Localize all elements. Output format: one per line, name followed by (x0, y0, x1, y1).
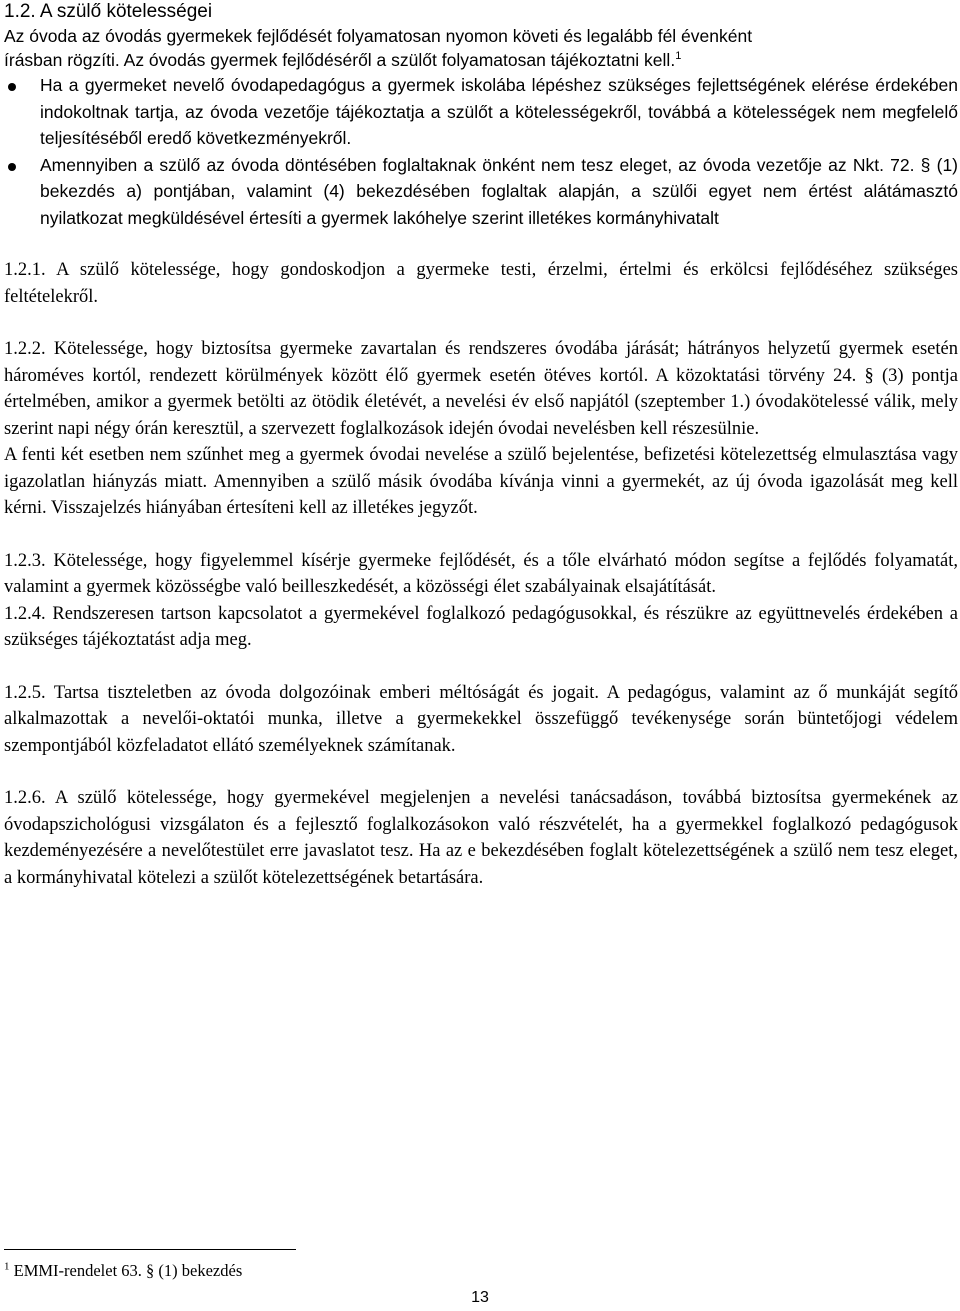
footnote (4, 1260, 242, 1282)
bullet-text: Ha a gyermeket nevelő óvodapedagógus a gyermek iskolába lépéshez szükséges fejlettségének elérése érdekében indokoltnak tartja, az óvoda vezetője tájékoztatja a szülőt a kötelességekről, továbbá a kötelességek nem megfelelő teljesítéséből eredő következményekről. (40, 75, 958, 148)
footnote-text: EMMI-rendelet 63. § (1) bekezdés (13, 1261, 243, 1280)
footnote-divider (4, 1249, 296, 1250)
paragraph-1-2-5: 1.2.5. Tartsa tiszteletben az óvoda dolgozóinak emberi méltóságát és jogait. A pedagógus, valamint az ő munkáját segítő alkalmazottak a nevelői-oktatói munka, illetve a gyermekekkel összefüggő tevékenysége során büntetőjogi védelem szempontjából közfeladatot ellátó személyeknek számítanak. (4, 682, 958, 756)
intro-paragraph (4, 24, 958, 72)
section-heading: 1.2. A szülő kötelességei (4, 1, 213, 22)
bullet-item (4, 152, 958, 232)
bullet-item (4, 72, 958, 152)
document-page (4, 0, 958, 891)
footnote-number: 1 (4, 1260, 10, 1273)
paragraph-1-2-3: 1.2.3. Kötelessége, hogy figyelemmel kísérje gyermeke fejlődését, és a tőle elvárható módon segítse a fejlődés folyamatát, valamint a gyermek közösségbe való beilleszkedését, a közösségi élet szabályainak elsajátítását. (4, 550, 958, 597)
paragraph-1-2-1: 1.2.1. A szülő kötelessége, hogy gondoskodjon a gyermeke testi, érzelmi, értelmi és erkölcsi fejlődéséhez szükséges feltételekről. (4, 260, 958, 307)
footnote-reference[interactable]: 1 (675, 50, 682, 63)
intro-line-2: írásban rögzíti. Az óvodás gyermek fejlődéséről a szülőt folyamatosan tájékoztatni kell. (4, 50, 676, 70)
paragraph-1-2-2: 1.2.2. Kötelessége, hogy biztosítsa gyermeke zavartalan és rendszeres óvodába járását; hátrányos helyzetű gyermek esetén hároméves kortól, rendezett körülmények között élő gyermek esetén ötéves kortól. A közoktatási törvény 24. § (3) pontja értelmében, amikor a gyermek betölti az ötödik életévét, a nevelési év első napjától (szeptember 1.) óvodakötelessé válik, mely szerint napi négy órán keresztül, a szervezett foglalkozások idején óvodai nevelésben kell részesülnie. (4, 339, 958, 439)
bullet-icon (8, 163, 16, 171)
paragraph-1-2-6: 1.2.6. A szülő kötelessége, hogy gyermekével megjelenjen a nevelési tanácsadáson, továbbá biztosítsa gyermekének az óvodapszichológusi vizsgálaton és a fejlesztő foglalkozásokon való részvételét, ha a gyermekkel foglalkozó pedagógusok kezdeményezésére a nevelőtestület erre javaslatot tesz. Ha az e bekezdésében foglalt kötelezettségének a szülő nem tesz eleget, a kormányhivatal kötelezi a szülőt kötelezettségének betartására. (4, 788, 958, 888)
bullet-icon (8, 83, 16, 91)
intro-line-1: Az óvoda az óvodás gyermekek fejlődését folyamatosan nyomon követi és legalább fél évenként (4, 26, 753, 46)
paragraph-1-2-4: 1.2.4. Rendszeresen tartson kapcsolatot a gyermekével foglalkozó pedagógusokkal, és részükre az együttnevelés érdekében a szükséges tájékoztatást adja meg. (4, 603, 958, 650)
page-number: 13 (471, 1289, 489, 1306)
bullet-list (4, 72, 958, 231)
paragraph-1-2-2-continued: A fenti két esetben nem szűnhet meg a gyermek óvodai nevelése a szülő bejelentése, befizetési kötelezettség elmulasztása vagy igazolatlan hiányzás miatt. Amennyiben a szülő másik óvodába kívánja vinni a gyermekét, az új óvoda igazolását meg kell kérni. Visszajelzés hiányában értesíteni kell az illetékes jegyzőt. (4, 445, 958, 518)
bullet-text: Amennyiben a szülő az óvoda döntésében foglaltaknak önként nem tesz eleget, az óvoda vezetője az Nkt. 72. § (1) bekezdés a) pontjában, valamint (4) bekezdésében foglaltak alapján, a szülői egyet nem értést alátámasztó nyilatkozat megküldésével értesíti a gyermek lakóhelye szerint illetékes kormányhivatalt (40, 154, 958, 228)
